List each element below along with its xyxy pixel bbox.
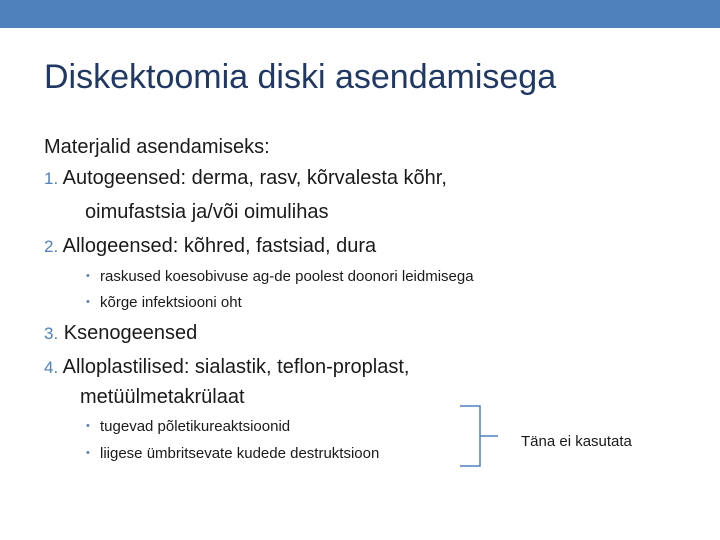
list-number: 2. (44, 237, 59, 256)
list-item-text: Ksenogeensed (63, 322, 198, 344)
sub-bullet-text: raskused koesobivuse ag-de poolest doonori leidmisega (100, 268, 474, 285)
list-item-1 (44, 167, 447, 190)
sub-bullet-item (86, 418, 290, 435)
list-item-3 (44, 322, 197, 345)
list-number: 4. (44, 358, 59, 377)
sub-bullet-item (86, 294, 242, 311)
list-item-4 (44, 356, 409, 379)
sub-bullet-item (86, 268, 474, 285)
bullet-icon: • (86, 420, 90, 432)
right-brace-icon (458, 404, 500, 468)
list-number: 3. (44, 324, 59, 343)
sub-bullet-text: kõrge infektsiooni oht (100, 294, 242, 311)
sub-bullet-text: tugevad põletikureaktsioonid (100, 418, 291, 435)
list-number: 1. (44, 169, 59, 188)
top-accent-bar (0, 0, 720, 28)
list-item-1-continuation: oimufastsia ja/või oimulihas (85, 201, 329, 223)
list-item-4-continuation: metüülmetakrülaat (80, 386, 245, 408)
sub-bullet-item (86, 445, 379, 462)
bullet-icon: • (86, 447, 90, 459)
bullet-icon: • (86, 270, 90, 282)
intro-text: Materjalid asendamiseks: (44, 136, 270, 158)
sub-bullet-text: liigese ümbritsevate kudede destruktsioon (100, 445, 380, 462)
bullet-icon: • (86, 296, 90, 308)
list-item-text: Autogeensed: derma, rasv, kõrvalesta kõhr, (62, 167, 447, 189)
list-item-text: Alloplastilised: sialastik, teflon-proplast, (62, 356, 410, 378)
list-item-text: Allogeensed: kõhred, fastsiad, dura (62, 235, 377, 257)
slide-title: Diskektoomia diski asendamisega (44, 58, 557, 96)
list-item-2 (44, 235, 376, 258)
side-note: Täna ei kasutata (521, 433, 632, 450)
